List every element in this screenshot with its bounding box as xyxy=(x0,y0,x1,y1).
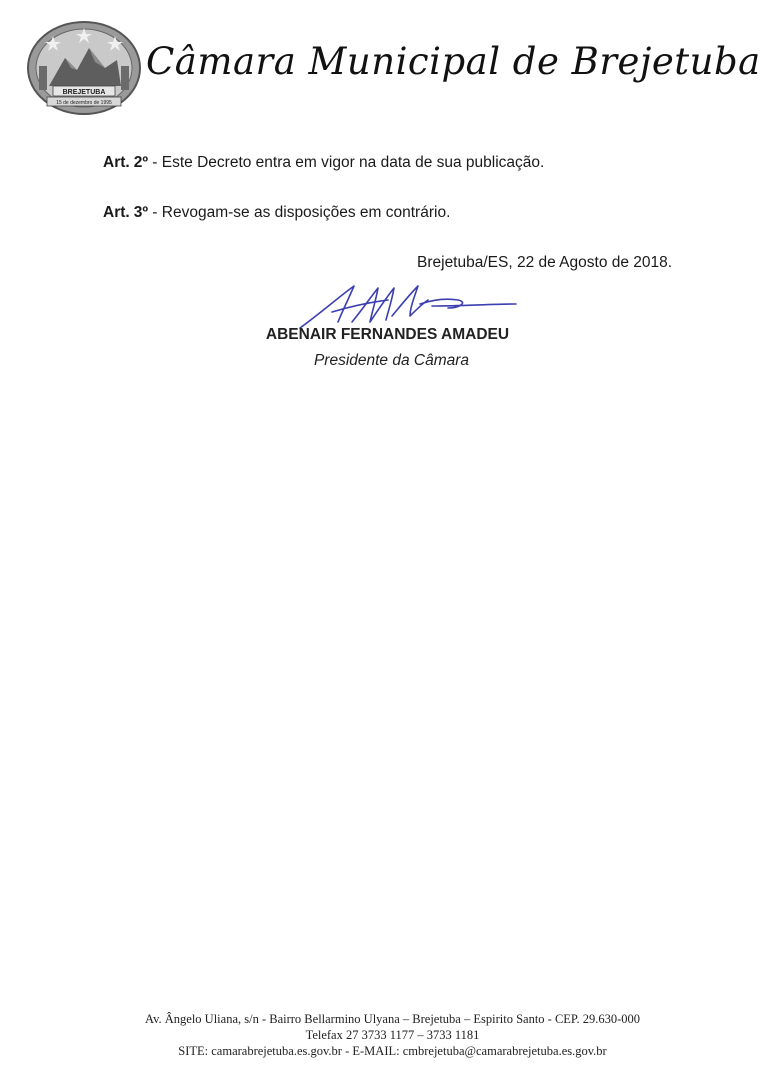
footer xyxy=(0,1011,771,1059)
footer-contact: SITE: camarabrejetuba.es.gov.br - E-MAIL: cmbrejetuba@camarabrejetuba.es.gov.br xyxy=(178,1044,607,1058)
institution-title: Câmara Municipal de Brejetuba xyxy=(146,40,761,83)
coat-of-arms-logo xyxy=(25,18,143,116)
article-2 xyxy=(103,154,544,172)
article-text: - Este Decreto entra em vigor na data de sua publicação. xyxy=(148,154,545,171)
article-number: 3º xyxy=(133,204,148,221)
article-text: - Revogam-se as disposições em contrário. xyxy=(148,204,451,221)
footer-phone: Telefax 27 3733 1177 – 3733 1181 xyxy=(305,1028,480,1042)
article-label: Art. xyxy=(103,154,130,171)
signer-name: ABENAIR FERNANDES AMADEU xyxy=(265,326,510,343)
place-date-line: Brejetuba/ES, 22 de Agosto de 2018. xyxy=(417,254,673,271)
article-number: 2º xyxy=(133,154,148,171)
signer-role: Presidente da Câmara xyxy=(313,352,470,369)
footer-address: Av. Ângelo Uliana, s/n - Bairro Bellarmino Ulyana – Brejetuba – Espirito Santo - CEP. 29.630-000 xyxy=(144,1012,641,1026)
logo-banner-text: BREJETUBA xyxy=(62,89,106,96)
article-label: Art. xyxy=(103,204,130,221)
article-3 xyxy=(103,204,450,222)
logo-date-text: 15 de dezembro de 1995 xyxy=(56,100,112,106)
